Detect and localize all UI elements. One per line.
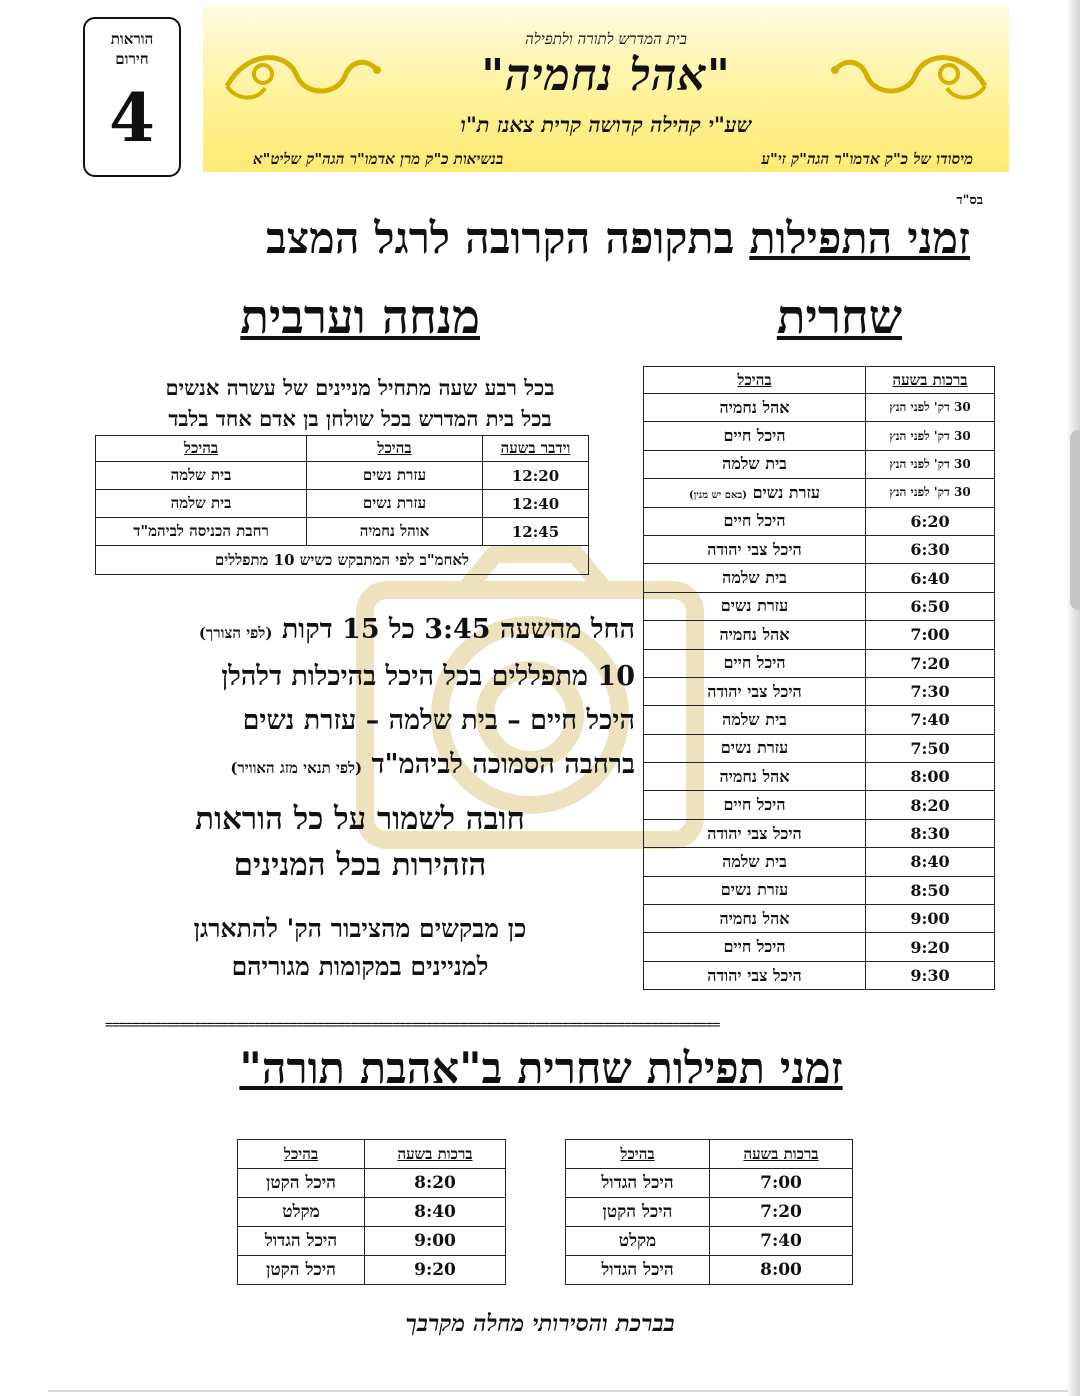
table-row (644, 649, 995, 677)
time-cell: 7:30 (866, 677, 995, 705)
table-row (644, 905, 995, 933)
place-cell: היכל הגדול (566, 1256, 710, 1285)
table-row (644, 592, 995, 620)
place-cell (644, 677, 866, 705)
time-cell: 30 דק' לפני הנץ (866, 450, 995, 478)
request-notice (110, 910, 610, 986)
page-edge-shadow (1066, 0, 1080, 1396)
table-row (238, 1227, 506, 1256)
time-cell: 8:20 (866, 791, 995, 819)
place-text: אהל נחמיה (719, 624, 790, 644)
table-row (644, 394, 995, 422)
place-text: היכל חיים (723, 795, 786, 815)
table-row (566, 1227, 853, 1256)
time-cell: 7:00 (710, 1169, 853, 1198)
table-row (644, 507, 995, 535)
main-title-rest: בתקופה הקרובה לרגל המצב (266, 214, 735, 264)
place-cell (644, 848, 866, 876)
place-cell: מקלט (238, 1198, 365, 1227)
time-cell: 7:20 (866, 649, 995, 677)
place-cell (644, 592, 866, 620)
place-text: היכל חיים (723, 937, 786, 957)
place1-cell: אוהל נחמיה (307, 518, 483, 546)
place-cell (644, 876, 866, 904)
emergency-number: 4 (109, 79, 155, 157)
time-cell: 9:20 (365, 1256, 506, 1285)
mincha-title: מנחה וערבית (240, 290, 480, 345)
schedule-note4: (לפי תנאי מזג האוויר) (230, 759, 363, 777)
schedule-line1 (95, 608, 635, 655)
place1-cell: עזרת נשים (307, 462, 483, 490)
place-cell (644, 479, 866, 507)
table-row (238, 1198, 506, 1227)
time-cell: 8:40 (365, 1198, 506, 1227)
table-row (96, 490, 589, 518)
at-right-header-place: בהיכל (566, 1140, 710, 1169)
place-cell (644, 961, 866, 989)
time-cell: 6:40 (866, 564, 995, 592)
table-row (644, 422, 995, 450)
time-cell: 30 דק' לפני הנץ (866, 394, 995, 422)
bsd-mark: בס"ד (956, 193, 983, 208)
duty-line2: הזהירות בכל המנינים (233, 847, 487, 883)
table-row (644, 479, 995, 507)
scroll-handle[interactable] (1070, 430, 1080, 610)
place-cell: מקלט (566, 1227, 710, 1256)
place-text: היכל צבי יהודה (707, 823, 802, 843)
emergency-label-line2: חירום (115, 50, 149, 68)
shacharit-header-time: ברכות בשעה (866, 367, 995, 394)
table-row (644, 848, 995, 876)
place-cell (644, 422, 866, 450)
place-cell: היכל הקטן (566, 1198, 710, 1227)
time-cell: 30 דק' לפני הנץ (866, 422, 995, 450)
schedule-line2: 10 מתפללים בכל היכל בהיכלות דלהלן (221, 661, 635, 692)
shacharit-header-place: בהיכל (644, 367, 866, 394)
place-cell (644, 706, 866, 734)
place-cell (644, 905, 866, 933)
main-title-underlined: זמני התפילות (749, 214, 970, 264)
place-cell (644, 535, 866, 563)
table-row (644, 791, 995, 819)
shacharit-title: שחרית (776, 290, 902, 345)
place-note: (באם יש מנין) (689, 489, 747, 501)
time-cell: 8:00 (710, 1256, 853, 1285)
ahavat-torah-title: זמני תפילות שחרית ב"אהבת תורה" (239, 1044, 843, 1094)
time-cell: 7:20 (710, 1198, 853, 1227)
time-cell: 7:40 (710, 1227, 853, 1256)
schedule-note1: (לפי הצורך) (198, 624, 273, 642)
place-text: בית שלמה (722, 851, 787, 871)
header-banner (203, 6, 1009, 172)
divider: ========================================================================================== (105, 1018, 720, 1033)
place-cell: היכל הקטן (238, 1256, 365, 1285)
schedule-line1-text: החל מהשעה 3:45 כל 15 דקות (281, 614, 635, 645)
place2-cell: בית שלמה (96, 490, 307, 518)
mincha-intro-line1: בכל רבע שעה מתחיל מניינים של עשרה אנשים (165, 375, 555, 400)
time-cell: 9:20 (866, 933, 995, 961)
table-row (644, 450, 995, 478)
table-row (644, 706, 995, 734)
place-text: היכל חיים (723, 426, 786, 446)
banner-presidency: בנשיאות כ"ק מרן אדמו"ר הגה"ק שליט"א (253, 150, 504, 168)
table-row (644, 819, 995, 847)
emergency-label-line1: הוראות (110, 30, 154, 48)
ahavat-torah-table-left (237, 1139, 506, 1285)
table-row (238, 1169, 506, 1198)
time-cell: 8:00 (866, 763, 995, 791)
table-row (644, 621, 995, 649)
place2-cell: רחבת הכניסה לביהמ"ד (96, 518, 307, 546)
emergency-instructions-box (83, 17, 181, 177)
place-text: אהל נחמיה (719, 908, 790, 928)
time-cell: 7:00 (866, 621, 995, 649)
place-text: היכל חיים (723, 511, 786, 531)
schedule-line3: היכל חיים – בית שלמה – עזרת נשים (242, 705, 635, 736)
footer-blessing: בברכת והסירותי מחלה מקרבך (405, 1310, 675, 1337)
table-row (566, 1169, 853, 1198)
mincha-header-place2: בהיכל (96, 436, 307, 462)
table-row (238, 1256, 506, 1285)
at-left-header-place: בהיכל (238, 1140, 365, 1169)
table-row (644, 876, 995, 904)
place-text: אהל נחמיה (719, 397, 790, 417)
banner-kehila: שע"י קהילה קדושה קרית צאנז ת"ו (460, 112, 752, 137)
table-row (96, 518, 589, 546)
table-row (644, 961, 995, 989)
time-cell: 8:50 (866, 876, 995, 904)
place-cell (644, 621, 866, 649)
place-cell (644, 791, 866, 819)
time-cell: 9:00 (866, 905, 995, 933)
place-cell: היכל הגדול (566, 1169, 710, 1198)
time-cell: 6:50 (866, 592, 995, 620)
place-text: עזרת נשים (720, 880, 789, 900)
table-row (644, 535, 995, 563)
mincha-header-time: וידבר בשעה (483, 436, 589, 462)
main-title (110, 214, 970, 264)
place-text: בית שלמה (722, 568, 787, 588)
time-cell: 7:40 (866, 706, 995, 734)
place-text: היכל צבי יהודה (707, 681, 802, 701)
place-cell (644, 734, 866, 762)
place-cell (644, 450, 866, 478)
table-row (566, 1256, 853, 1285)
mincha-intro (95, 372, 625, 434)
place-cell: היכל הגדול (238, 1227, 365, 1256)
place-cell (644, 564, 866, 592)
mincha-header-place1: בהיכל (307, 436, 483, 462)
table-row (644, 734, 995, 762)
time-cell: 12:40 (483, 490, 589, 518)
request-line1: כן מבקשים מהציבור הק' להתארגן (193, 914, 527, 943)
banner-name: "אהל נחמיה" (481, 50, 731, 101)
banner-pre-title: בית המדרש לתורה ולתפילה (525, 30, 687, 48)
place-cell (644, 819, 866, 847)
time-cell: 8:30 (866, 819, 995, 847)
mincha-intro-line2: בכל בית המדרש בכל שולחן בן אדם אחד בלבד (168, 406, 552, 431)
place1-cell: עזרת נשים (307, 490, 483, 518)
time-cell: 9:30 (866, 961, 995, 989)
time-cell: 8:40 (866, 848, 995, 876)
time-cell: 30 דק' לפני הנץ (866, 479, 995, 507)
place-text: היכל צבי יהודה (707, 965, 802, 985)
table-row (644, 933, 995, 961)
place-text: היכל צבי יהודה (707, 539, 802, 559)
place-text: עזרת נשים (752, 482, 820, 502)
footer-row-cell: לאחמ"ב לפי המתבקש כשיש 10 מתפללים (96, 546, 589, 575)
place-cell (644, 763, 866, 791)
page-bottom-edge (48, 1390, 1068, 1392)
place-cell (644, 394, 866, 422)
place-text: עזרת נשים (720, 596, 789, 616)
at-left-header-time: ברכות בשעה (365, 1140, 506, 1169)
table-row (96, 462, 589, 490)
time-cell: 12:20 (483, 462, 589, 490)
place-text: היכל חיים (723, 653, 786, 673)
banner-founder: מיסודו של כ"ק אדמו"ר הגה"ק זי"ע (761, 150, 973, 168)
time-cell: 6:20 (866, 507, 995, 535)
place-cell (644, 507, 866, 535)
ahavat-torah-table-right (565, 1139, 853, 1285)
place2-cell: בית שלמה (96, 462, 307, 490)
place-text: עזרת נשים (720, 738, 789, 758)
place-cell (644, 649, 866, 677)
table-row (566, 1198, 853, 1227)
time-cell: 9:00 (365, 1227, 506, 1256)
duty-notice (110, 796, 610, 888)
shacharit-table (643, 366, 995, 990)
schedule-line4 (95, 743, 635, 790)
place-text: בית שלמה (722, 709, 787, 729)
at-right-header-time: ברכות בשעה (710, 1140, 853, 1169)
table-row (644, 677, 995, 705)
place-text: אהל נחמיה (719, 766, 790, 786)
place-text: בית שלמה (722, 454, 787, 474)
mincha-schedule (95, 608, 635, 790)
place-cell (644, 933, 866, 961)
schedule-line4-text: ברחבה הסמוכה לביהמ"ד (371, 749, 635, 780)
time-cell: 8:20 (365, 1169, 506, 1198)
time-cell: 6:30 (866, 535, 995, 563)
place-cell: היכל הקטן (238, 1169, 365, 1198)
time-cell: 12:45 (483, 518, 589, 546)
table-footer-row (96, 546, 589, 575)
table-row (644, 763, 995, 791)
table-row (644, 564, 995, 592)
request-line2: למניינים במקומות מגוריהם (231, 952, 489, 981)
duty-line1: חובה לשמור על כל הוראות (195, 801, 525, 837)
mincha-table (95, 435, 589, 575)
time-cell: 7:50 (866, 734, 995, 762)
